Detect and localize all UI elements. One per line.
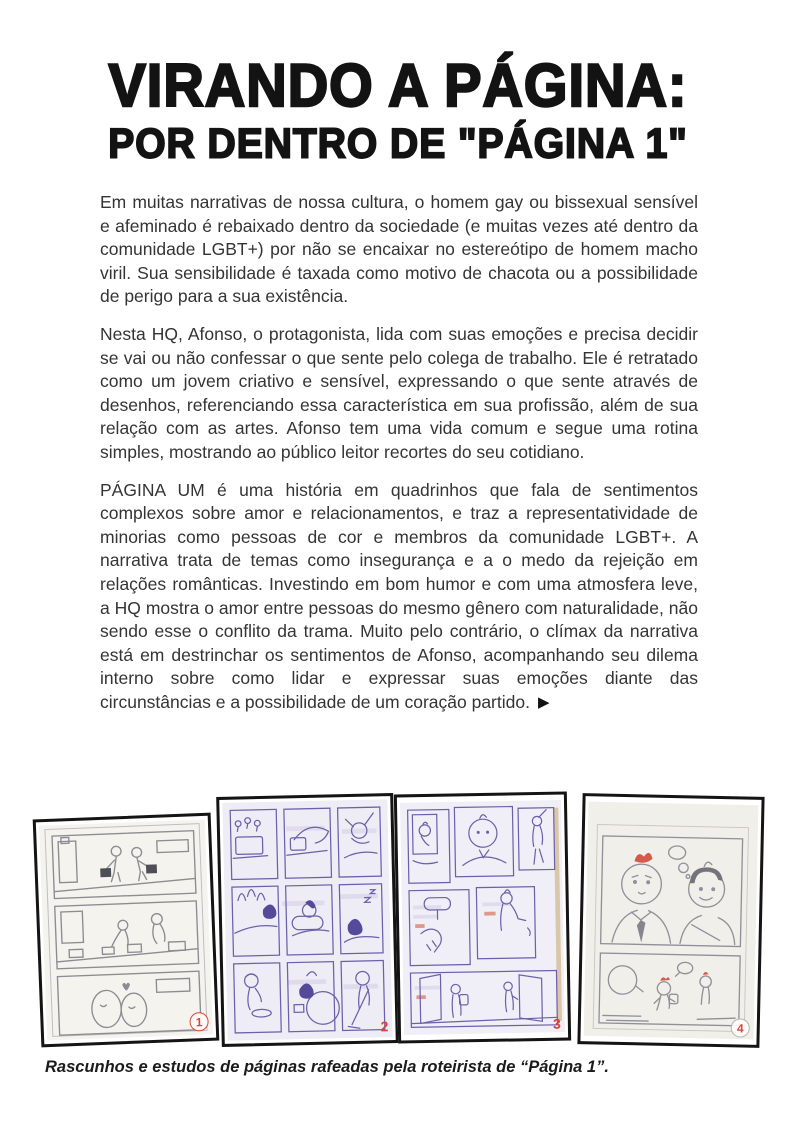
sketch-page-2-image	[222, 799, 392, 1041]
sketch-page-number-1: 1	[189, 1012, 209, 1032]
title-line-1: VIRANDO A PÁGINA:	[108, 50, 688, 119]
section-end-arrow-icon: ▶	[537, 693, 550, 711]
gallery-caption: Rascunhos e estudos de páginas rafeadas pela roteirista de “Página 1”.	[45, 1058, 609, 1076]
sketch-page-3-image	[400, 798, 565, 1038]
sketch-photo-3	[394, 792, 571, 1044]
article-title	[98, 50, 698, 168]
sketch-photo-1	[33, 813, 220, 1048]
sketch-gallery	[0, 786, 793, 1064]
paragraph-3-text: PÁGINA UM é uma história em quadrinhos que fala de sentimentos complexos sobre amor e relacionamentos, e traz a representatividade de minorias como pessoas de cor e membros da comunidade LGBT+. A narrativa trata de temas como insegurança e a o medo da rejeição em relações românticas. Investindo em bom humor e com uma atmosfera leve, a HQ mostra o amor entre pessoas do mesmo gênero com naturalidade, não sendo esse o conflito da trama. Muito pelo contrário, o clímax da narrativa está em destrinchar os sentimentos de Afonso, acompanhando seu dilema interno sobre como lidar e expressar suas emoções diante das circunstâncias e a possibilidade de um coração partido.	[100, 479, 698, 712]
paragraph-1	[100, 191, 698, 309]
sketch-page-number-3: 3	[552, 1015, 562, 1032]
article-body	[100, 191, 698, 729]
sketch-photo-2	[216, 793, 399, 1047]
sketch-page-number-4: 4	[731, 1018, 750, 1037]
paragraph-1-text: Em muitas narrativas de nossa cultura, o homem gay ou bissexual sensível e afeminado é rebaixado dentro da sociedade (e muitas vezes até dentro da comunidade LGBT+) por não se encaixar no estereótipo de homem macho viril. Sua sensibilidade é taxada como motivo de chacota ou a possibilidade de perigo para a sua existência.	[100, 192, 698, 307]
paragraph-2-text: Nesta HQ, Afonso, o protagonista, lida com suas emoções e precisa decidir se vai ou não confessar o que sente pelo colega de trabalho. Ele é retratado como um jovem criativo e sensível, expressando o que sente através de desenhos, referenciando essa característica em sua profissão, além de sua relação com as artes. Afonso tem uma vida comum e segue uma rotina simples, mostrando ao público leitor recortes do seu cotidiano.	[100, 323, 698, 462]
sketch-page-1-image	[39, 819, 213, 1041]
title-line-2: POR DENTRO DE "PÁGINA 1"	[108, 120, 688, 168]
paragraph-2	[100, 323, 698, 465]
sketch-photo-4	[577, 793, 764, 1048]
sketch-page-4-image	[584, 799, 759, 1042]
paragraph-3	[100, 479, 698, 716]
sketch-page-number-2: 2	[380, 1018, 389, 1035]
